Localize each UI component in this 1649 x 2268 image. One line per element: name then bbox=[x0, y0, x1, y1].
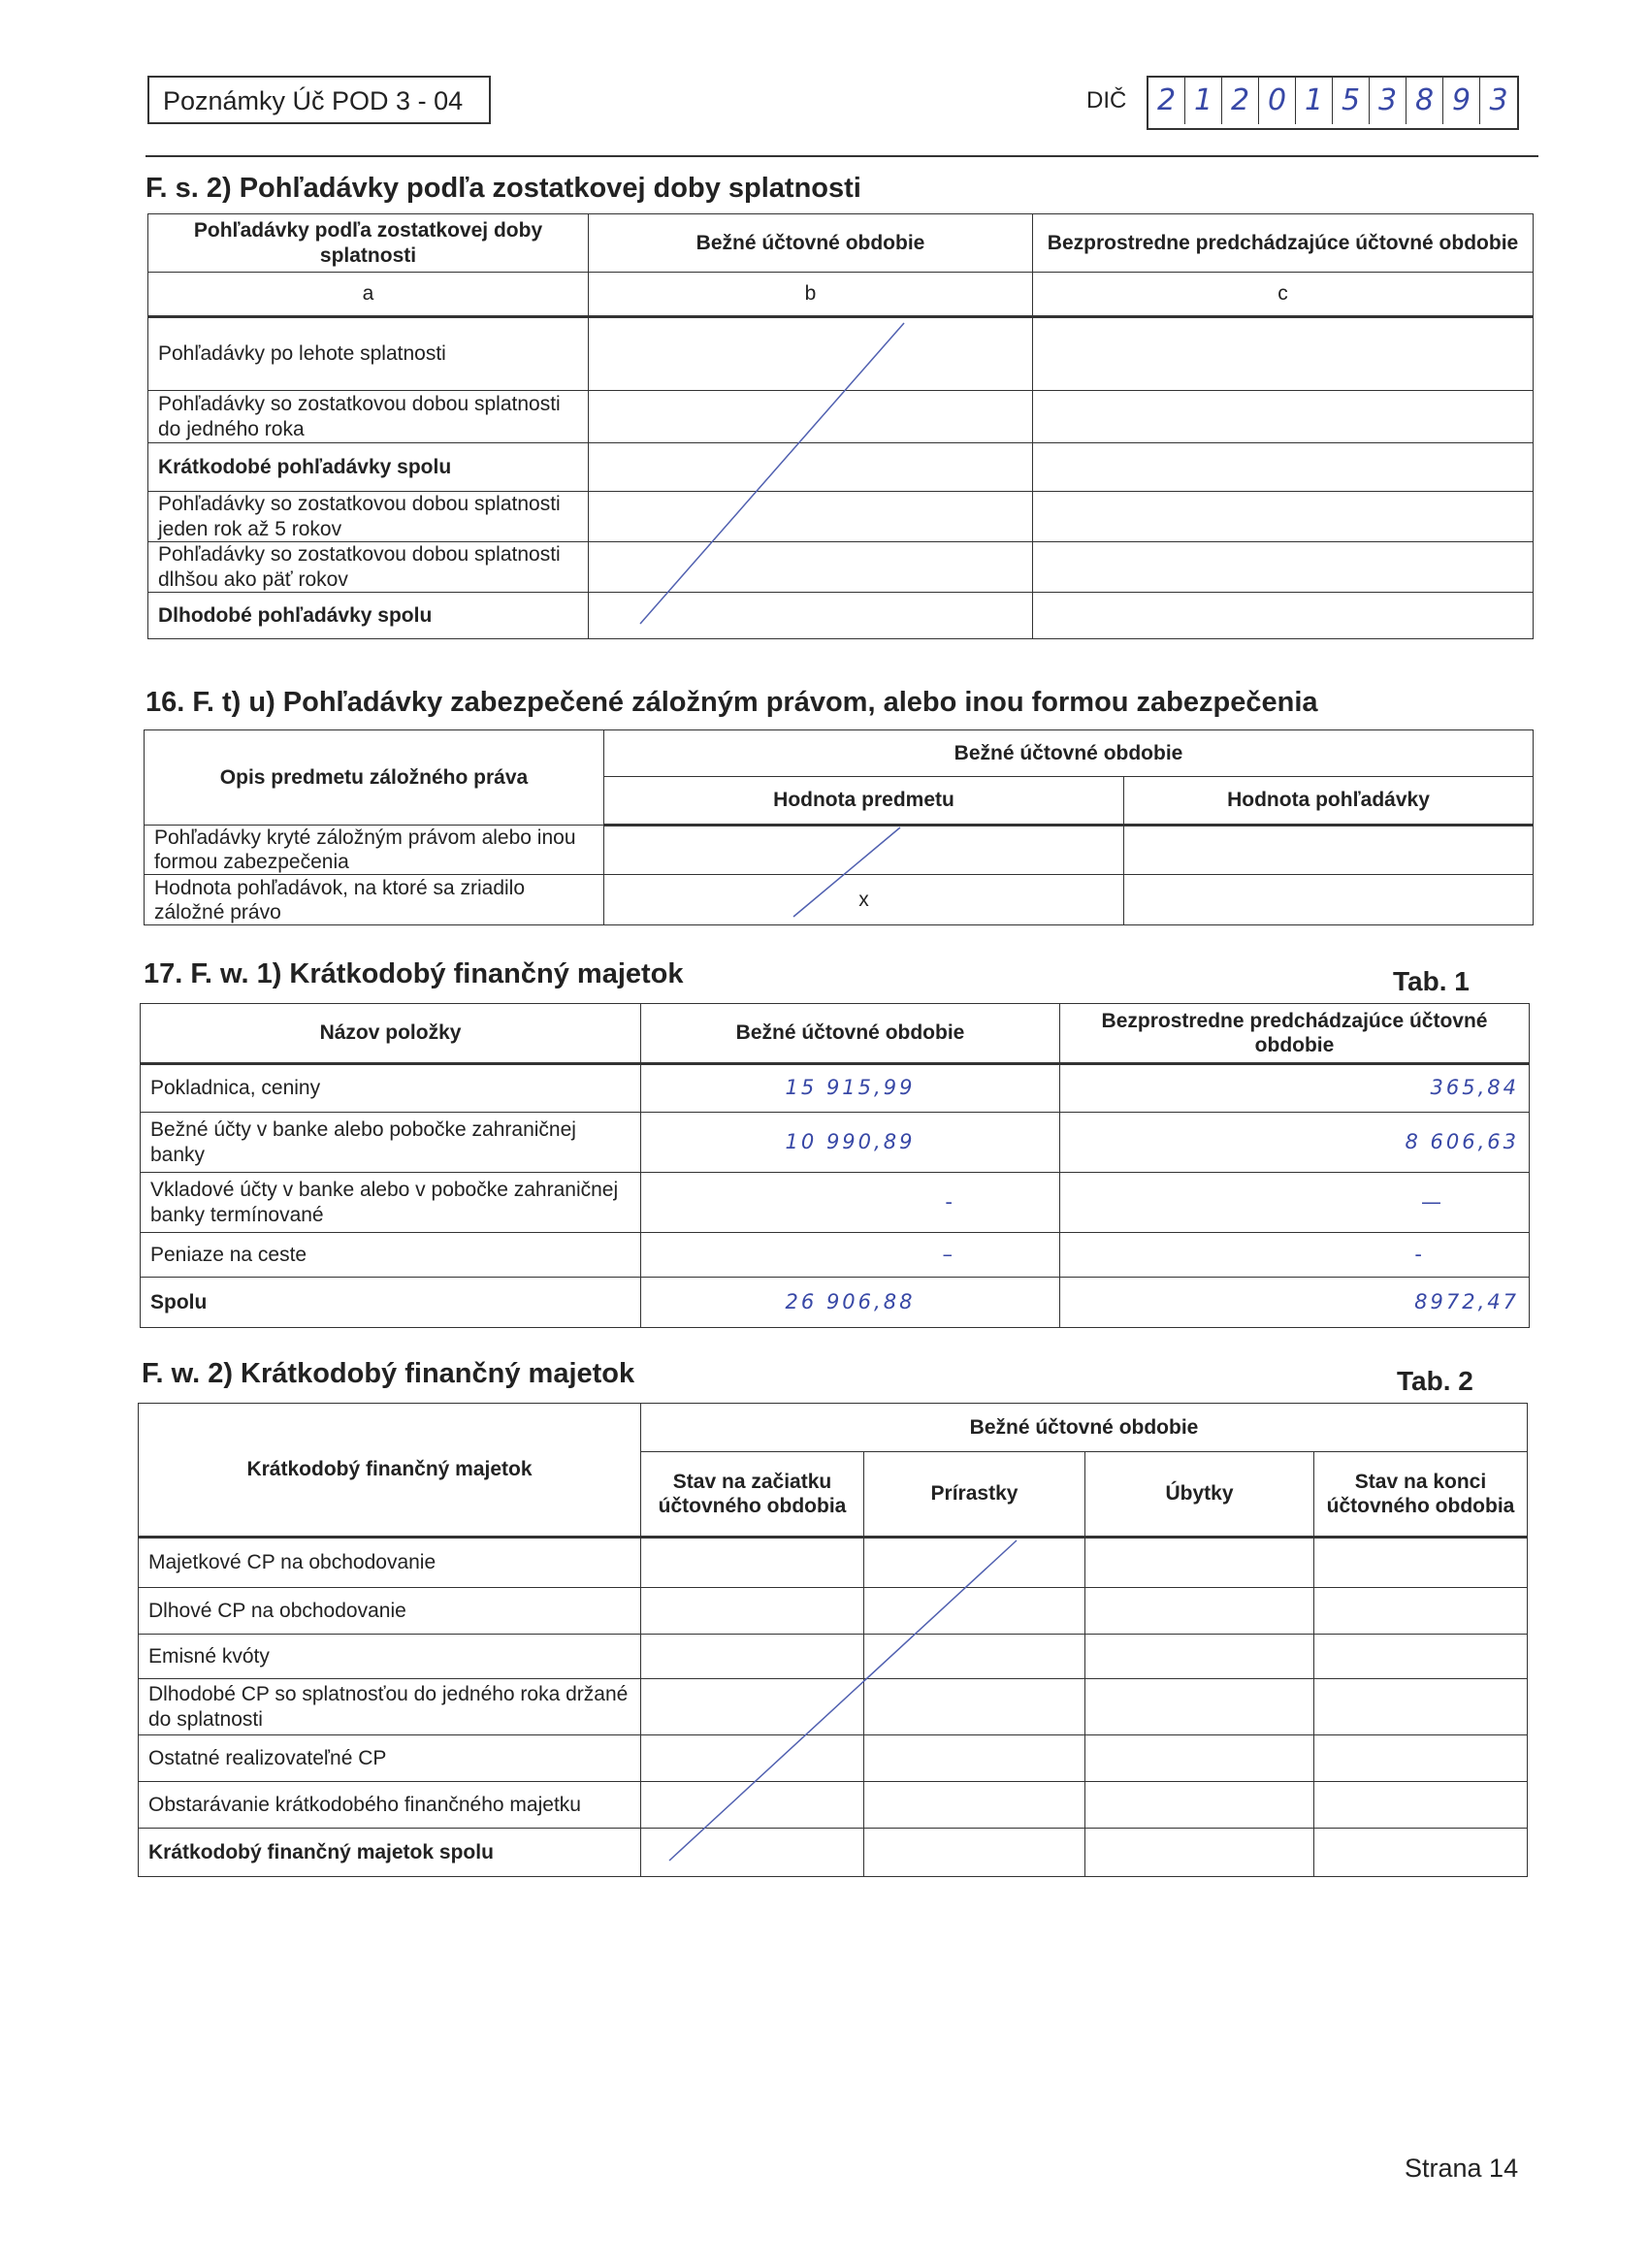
row-label: Hodnota pohľadávok, na ktoré sa zriadilo záložné právo bbox=[145, 875, 604, 925]
cell-current bbox=[589, 443, 1033, 492]
fs2-col-letter: a bbox=[148, 273, 589, 317]
dic-digit-cells bbox=[1147, 76, 1519, 130]
sec17-col-c-header: Bezprostredne predchádzajúce účtovné obdobie bbox=[1060, 1004, 1530, 1064]
table-row bbox=[139, 1782, 1528, 1829]
fs2-col-c-header: Bezprostredne predchádzajúce účtovné obdobie bbox=[1033, 214, 1534, 273]
row-label: Vkladové účty v banke alebo v pobočke zahraničnej banky termínované bbox=[141, 1173, 641, 1233]
table-row bbox=[148, 593, 1534, 639]
fw2-table bbox=[138, 1403, 1528, 1877]
row-label: Ostatné realizovateľné CP bbox=[139, 1735, 641, 1782]
cell-previous bbox=[1033, 492, 1534, 542]
table-row bbox=[139, 1635, 1528, 1679]
cell-previous bbox=[1033, 443, 1534, 492]
row-label: Dlhodobé CP so splatnosťou do jedného roka držané do splatnosti bbox=[139, 1679, 641, 1735]
handwritten-value: 15 915,99 bbox=[641, 1064, 1060, 1113]
handwritten-value: 8 606,63 bbox=[1060, 1113, 1530, 1173]
dic-digit: 9 bbox=[1443, 78, 1480, 124]
sec17-table bbox=[140, 1003, 1530, 1328]
cell-current bbox=[589, 492, 1033, 542]
handwritten-value: 26 906,88 bbox=[641, 1278, 1060, 1328]
row-label: Pohľadávky kryté záložným právom alebo inou formou zabezpečenia bbox=[145, 826, 604, 875]
table-row bbox=[148, 317, 1534, 391]
page-number: Strana 14 bbox=[1405, 2154, 1519, 2183]
table-row bbox=[141, 1173, 1530, 1233]
dic-digit: 3 bbox=[1489, 83, 1508, 117]
dic-digit: 3 bbox=[1370, 78, 1406, 124]
row-label: Pohľadávky so zostatkovou dobou splatnosti dlhšou ako päť rokov bbox=[148, 542, 589, 593]
row-label: Pohľadávky po lehote splatnosti bbox=[148, 317, 589, 391]
fs2-col-b-header: Bežné účtovné obdobie bbox=[589, 214, 1033, 273]
handwritten-dash: - bbox=[641, 1173, 1060, 1233]
section-fs2-title: F. s. 2) Pohľadávky podľa zostatkovej doby splatnosti bbox=[146, 173, 861, 204]
table-row bbox=[141, 1064, 1530, 1113]
sec17-col-b-header: Bežné účtovné obdobie bbox=[641, 1004, 1060, 1064]
dic-digit: 8 bbox=[1406, 78, 1443, 124]
table-row bbox=[139, 1679, 1528, 1735]
dic-label: DIČ bbox=[1086, 87, 1127, 113]
cell-value bbox=[1124, 826, 1534, 875]
x-mark: x bbox=[604, 875, 1124, 925]
sec17-col-a-header: Názov položky bbox=[141, 1004, 641, 1064]
table-row bbox=[148, 443, 1534, 492]
table-row bbox=[145, 826, 1534, 875]
form-name-box: Poznámky Úč POD 3 - 04 bbox=[147, 76, 491, 124]
row-label: Krátkodobý finančný majetok spolu bbox=[139, 1829, 641, 1877]
sec16-col-c-header: Hodnota pohľadávky bbox=[1124, 777, 1534, 826]
row-label: Krátkodobé pohľadávky spolu bbox=[148, 443, 589, 492]
row-label: Bežné účty v banke alebo pobočke zahraničnej banky bbox=[141, 1113, 641, 1173]
row-label: Dlhodobé pohľadávky spolu bbox=[148, 593, 589, 639]
cell-previous bbox=[1033, 593, 1534, 639]
row-label: Obstarávanie krátkodobého finančného majetku bbox=[139, 1782, 641, 1829]
table-row bbox=[139, 1538, 1528, 1588]
table-row bbox=[141, 1113, 1530, 1173]
table-row bbox=[148, 542, 1534, 593]
section-16-title: 16. F. t) u) Pohľadávky zabezpečené záložným právom, alebo inou formou zabezpečenia bbox=[146, 687, 1318, 718]
row-label: Pokladnica, ceniny bbox=[141, 1064, 641, 1113]
cell-value bbox=[1124, 875, 1534, 925]
table-row bbox=[139, 1588, 1528, 1635]
cell-current bbox=[589, 542, 1033, 593]
section-17-title: 17. F. w. 1) Krátkodobý finančný majetok bbox=[144, 958, 684, 989]
row-label: Pohľadávky so zostatkovou dobou splatnosti jeden rok až 5 rokov bbox=[148, 492, 589, 542]
row-label: Emisné kvóty bbox=[139, 1635, 641, 1679]
table-row bbox=[148, 492, 1534, 542]
table-row bbox=[139, 1829, 1528, 1877]
fw2-col-header: Stav na konci účtovného obdobia bbox=[1314, 1452, 1528, 1538]
handwritten-dash: – bbox=[641, 1233, 1060, 1278]
fw2-col-header: Prírastky bbox=[864, 1452, 1085, 1538]
row-label: Spolu bbox=[141, 1278, 641, 1328]
table-row bbox=[141, 1233, 1530, 1278]
sec16-col-b-header: Hodnota predmetu bbox=[604, 777, 1124, 826]
dic-digit: 2 bbox=[1148, 78, 1185, 124]
fw2-col-header: Stav na začiatku účtovného obdobia bbox=[641, 1452, 864, 1538]
handwritten-value: 10 990,89 bbox=[641, 1113, 1060, 1173]
table-row bbox=[148, 391, 1534, 443]
handwritten-value: 365,84 bbox=[1060, 1064, 1530, 1113]
section-fw2-title: F. w. 2) Krátkodobý finančný majetok bbox=[142, 1358, 635, 1389]
fw2-period-header: Bežné účtovné obdobie bbox=[641, 1404, 1528, 1452]
tab2-label: Tab. 2 bbox=[1397, 1366, 1473, 1396]
cell-previous bbox=[1033, 391, 1534, 443]
table-row bbox=[141, 1278, 1530, 1328]
tab1-label: Tab. 1 bbox=[1393, 966, 1470, 996]
fw2-col-header: Úbytky bbox=[1085, 1452, 1314, 1538]
table-row bbox=[139, 1735, 1528, 1782]
sec16-period-header: Bežné účtovné obdobie bbox=[604, 730, 1534, 777]
cell-previous bbox=[1033, 542, 1534, 593]
cell-previous bbox=[1033, 317, 1534, 391]
cell-current bbox=[589, 391, 1033, 443]
table-row bbox=[145, 875, 1534, 925]
header-rule bbox=[146, 155, 1538, 157]
row-label: Peniaze na ceste bbox=[141, 1233, 641, 1278]
dic-digit: 1 bbox=[1185, 78, 1222, 124]
handwritten-value: 8972,47 bbox=[1060, 1278, 1530, 1328]
dic-digit: 1 bbox=[1296, 78, 1333, 124]
fs2-col-letter: b bbox=[589, 273, 1033, 317]
row-label: Dlhové CP na obchodovanie bbox=[139, 1588, 641, 1635]
fw2-col-a-header: Krátkodobý finančný majetok bbox=[139, 1404, 641, 1538]
dic-digit: 5 bbox=[1333, 78, 1370, 124]
fs2-table bbox=[147, 213, 1534, 639]
row-label: Pohľadávky so zostatkovou dobou splatnosti do jedného roka bbox=[148, 391, 589, 443]
handwritten-dash: - bbox=[1060, 1233, 1530, 1278]
handwritten-dash: — bbox=[1060, 1173, 1530, 1233]
cell-current bbox=[589, 593, 1033, 639]
dic-digit: 0 bbox=[1259, 78, 1296, 124]
sec16-table bbox=[144, 729, 1534, 925]
cell-current bbox=[589, 317, 1033, 391]
cell-value bbox=[604, 826, 1124, 875]
row-label: Majetkové CP na obchodovanie bbox=[139, 1538, 641, 1588]
fs2-col-a-header: Pohľadávky podľa zostatkovej doby splatnosti bbox=[148, 214, 589, 273]
dic-digit: 2 bbox=[1222, 78, 1259, 124]
sec16-col-a-header: Opis predmetu záložného práva bbox=[145, 730, 604, 826]
fs2-col-letter: c bbox=[1033, 273, 1534, 317]
